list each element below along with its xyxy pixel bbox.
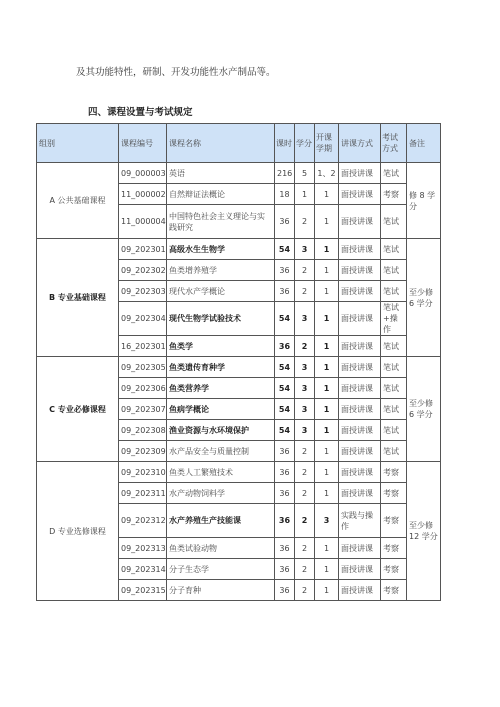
teaching-method: 面授讲课 (339, 538, 381, 559)
teaching-method: 面授讲课 (339, 302, 381, 336)
exam-method: 笔试 (381, 357, 407, 378)
course-code: 09_202306 (119, 378, 167, 399)
header-hours: 课时 (275, 124, 295, 163)
course-name: 自然辩证法概论 (167, 184, 275, 205)
course-hours: 36 (275, 538, 295, 559)
course-credits: 2 (295, 483, 315, 504)
course-term: 1 (315, 378, 339, 399)
header-remark: 备注 (407, 124, 441, 163)
course-name: 水产养殖生产技能课 (167, 504, 275, 538)
course-hours: 36 (275, 205, 295, 239)
course-term: 1 (315, 184, 339, 205)
course-term: 3 (315, 504, 339, 538)
exam-method: 考察 (381, 483, 407, 504)
course-term: 1 (315, 580, 339, 601)
course-term: 1 (315, 336, 339, 357)
course-hours: 54 (275, 357, 295, 378)
group-remark: 至少修 6 学分 (407, 357, 441, 462)
table-row (37, 357, 441, 378)
course-credits: 2 (295, 538, 315, 559)
course-code: 09_202314 (119, 559, 167, 580)
course-name: 渔业资源与水环境保护 (167, 420, 275, 441)
teaching-method: 面授讲课 (339, 281, 381, 302)
course-code: 09_202312 (119, 504, 167, 538)
exam-method: 考察 (381, 504, 407, 538)
course-name: 水产品安全与质量控制 (167, 441, 275, 462)
course-code: 09_202305 (119, 357, 167, 378)
course-code: 11_000002 (119, 184, 167, 205)
course-name: 分子育种 (167, 580, 275, 601)
header-teaching: 讲课方式 (339, 124, 381, 163)
teaching-method: 面授讲课 (339, 336, 381, 357)
group-remark: 至少修 6 学分 (407, 239, 441, 357)
course-credits: 3 (295, 378, 315, 399)
header-name: 课程名称 (167, 124, 275, 163)
teaching-method: 面授讲课 (339, 378, 381, 399)
course-code: 16_202301 (119, 336, 167, 357)
header-code: 课程编号 (119, 124, 167, 163)
teaching-method: 面授讲课 (339, 580, 381, 601)
course-hours: 36 (275, 483, 295, 504)
course-hours: 36 (275, 336, 295, 357)
exam-method: 考察 (381, 538, 407, 559)
group-remark: 至少修 12 学分 (407, 462, 441, 601)
header-term: 开课学期 (315, 124, 339, 163)
exam-method: 考察 (381, 580, 407, 601)
curriculum-body (37, 163, 441, 601)
course-name: 英语 (167, 163, 275, 184)
course-code: 09_202307 (119, 399, 167, 420)
course-hours: 36 (275, 504, 295, 538)
header-exam: 考试方式 (381, 124, 407, 163)
course-hours: 54 (275, 239, 295, 260)
teaching-method: 面授讲课 (339, 184, 381, 205)
header-credits: 学分 (295, 124, 315, 163)
course-name: 现代水产学概论 (167, 281, 275, 302)
course-code: 09_202309 (119, 441, 167, 462)
course-hours: 36 (275, 580, 295, 601)
course-hours: 36 (275, 462, 295, 483)
exam-method: 笔试 (381, 281, 407, 302)
teaching-method: 实践与操作 (339, 504, 381, 538)
course-name: 鱼类试验动物 (167, 538, 275, 559)
course-code: 09_202310 (119, 462, 167, 483)
course-hours: 54 (275, 378, 295, 399)
exam-method: 笔试 (381, 163, 407, 184)
course-credits: 2 (295, 336, 315, 357)
course-code: 09_202311 (119, 483, 167, 504)
group-label: B 专业基础课程 (37, 239, 119, 357)
course-code: 09_202315 (119, 580, 167, 601)
exam-method: 笔试 (381, 205, 407, 239)
course-credits: 2 (295, 281, 315, 302)
course-credits: 3 (295, 239, 315, 260)
course-hours: 36 (275, 441, 295, 462)
course-hours: 54 (275, 399, 295, 420)
exam-method: 考察 (381, 462, 407, 483)
course-credits: 2 (295, 441, 315, 462)
course-term: 1、2 (315, 163, 339, 184)
course-term: 1 (315, 420, 339, 441)
course-credits: 3 (295, 420, 315, 441)
exam-method: 笔试+操作 (381, 302, 407, 336)
course-term: 1 (315, 462, 339, 483)
course-credits: 3 (295, 399, 315, 420)
teaching-method: 面授讲课 (339, 239, 381, 260)
exam-method: 笔试 (381, 336, 407, 357)
course-term: 1 (315, 302, 339, 336)
course-hours: 54 (275, 420, 295, 441)
group-label: D 专业选修课程 (37, 462, 119, 601)
group-label: C 专业必修课程 (37, 357, 119, 462)
course-credits: 2 (295, 504, 315, 538)
course-credits: 3 (295, 357, 315, 378)
exam-method: 笔试 (381, 378, 407, 399)
course-credits: 2 (295, 462, 315, 483)
course-term: 1 (315, 559, 339, 580)
table-row (37, 462, 441, 483)
header-row (37, 124, 441, 163)
exam-method: 笔试 (381, 441, 407, 462)
course-credits: 1 (295, 184, 315, 205)
teaching-method: 面授讲课 (339, 420, 381, 441)
course-credits: 3 (295, 302, 315, 336)
course-credits: 2 (295, 559, 315, 580)
teaching-method: 面授讲课 (339, 163, 381, 184)
course-name: 中国特色社会主义理论与实践研究 (167, 205, 275, 239)
course-name: 高级水生生物学 (167, 239, 275, 260)
course-hours: 216 (275, 163, 295, 184)
teaching-method: 面授讲课 (339, 559, 381, 580)
teaching-method: 面授讲课 (339, 260, 381, 281)
course-term: 1 (315, 441, 339, 462)
course-name: 现代生物学试验技术 (167, 302, 275, 336)
course-code: 09_202304 (119, 302, 167, 336)
course-name: 鱼类遗传育种学 (167, 357, 275, 378)
course-term: 1 (315, 205, 339, 239)
course-code: 09_202303 (119, 281, 167, 302)
table-row (37, 239, 441, 260)
exam-method: 笔试 (381, 420, 407, 441)
course-credits: 2 (295, 205, 315, 239)
exam-method: 笔试 (381, 239, 407, 260)
section-heading: 四、课程设置与考试规定 (88, 107, 193, 118)
course-term: 1 (315, 399, 339, 420)
course-credits: 5 (295, 163, 315, 184)
course-term: 1 (315, 538, 339, 559)
course-term: 1 (315, 357, 339, 378)
course-term: 1 (315, 281, 339, 302)
intro-text: 及其功能特性，研制、开发功能性水产制品等。 (76, 67, 276, 78)
course-code: 09_202301 (119, 239, 167, 260)
group-remark: 修 8 学分 (407, 163, 441, 239)
course-code: 09_202302 (119, 260, 167, 281)
course-hours: 54 (275, 302, 295, 336)
course-code: 11_000004 (119, 205, 167, 239)
course-hours: 36 (275, 260, 295, 281)
course-name: 鱼类人工繁殖技术 (167, 462, 275, 483)
exam-method: 考察 (381, 559, 407, 580)
teaching-method: 面授讲课 (339, 462, 381, 483)
course-name: 鱼类营养学 (167, 378, 275, 399)
course-name: 鱼病学概论 (167, 399, 275, 420)
table-row (37, 163, 441, 184)
course-credits: 2 (295, 580, 315, 601)
course-code: 09_000003 (119, 163, 167, 184)
teaching-method: 面授讲课 (339, 399, 381, 420)
course-term: 1 (315, 483, 339, 504)
course-code: 09_202313 (119, 538, 167, 559)
curriculum-table (36, 123, 441, 601)
course-hours: 36 (275, 281, 295, 302)
exam-method: 笔试 (381, 399, 407, 420)
course-term: 1 (315, 239, 339, 260)
course-name: 分子生态学 (167, 559, 275, 580)
teaching-method: 面授讲课 (339, 357, 381, 378)
teaching-method: 面授讲课 (339, 483, 381, 504)
header-group: 组别 (37, 124, 119, 163)
course-name: 水产动物饲料学 (167, 483, 275, 504)
course-credits: 2 (295, 260, 315, 281)
exam-method: 笔试 (381, 260, 407, 281)
course-code: 09_202308 (119, 420, 167, 441)
course-term: 1 (315, 260, 339, 281)
teaching-method: 面授讲课 (339, 205, 381, 239)
course-hours: 36 (275, 559, 295, 580)
course-hours: 18 (275, 184, 295, 205)
course-name: 鱼类学 (167, 336, 275, 357)
course-name: 鱼类增养殖学 (167, 260, 275, 281)
exam-method: 考察 (381, 184, 407, 205)
group-label: A 公共基础课程 (37, 163, 119, 239)
teaching-method: 面授讲课 (339, 441, 381, 462)
